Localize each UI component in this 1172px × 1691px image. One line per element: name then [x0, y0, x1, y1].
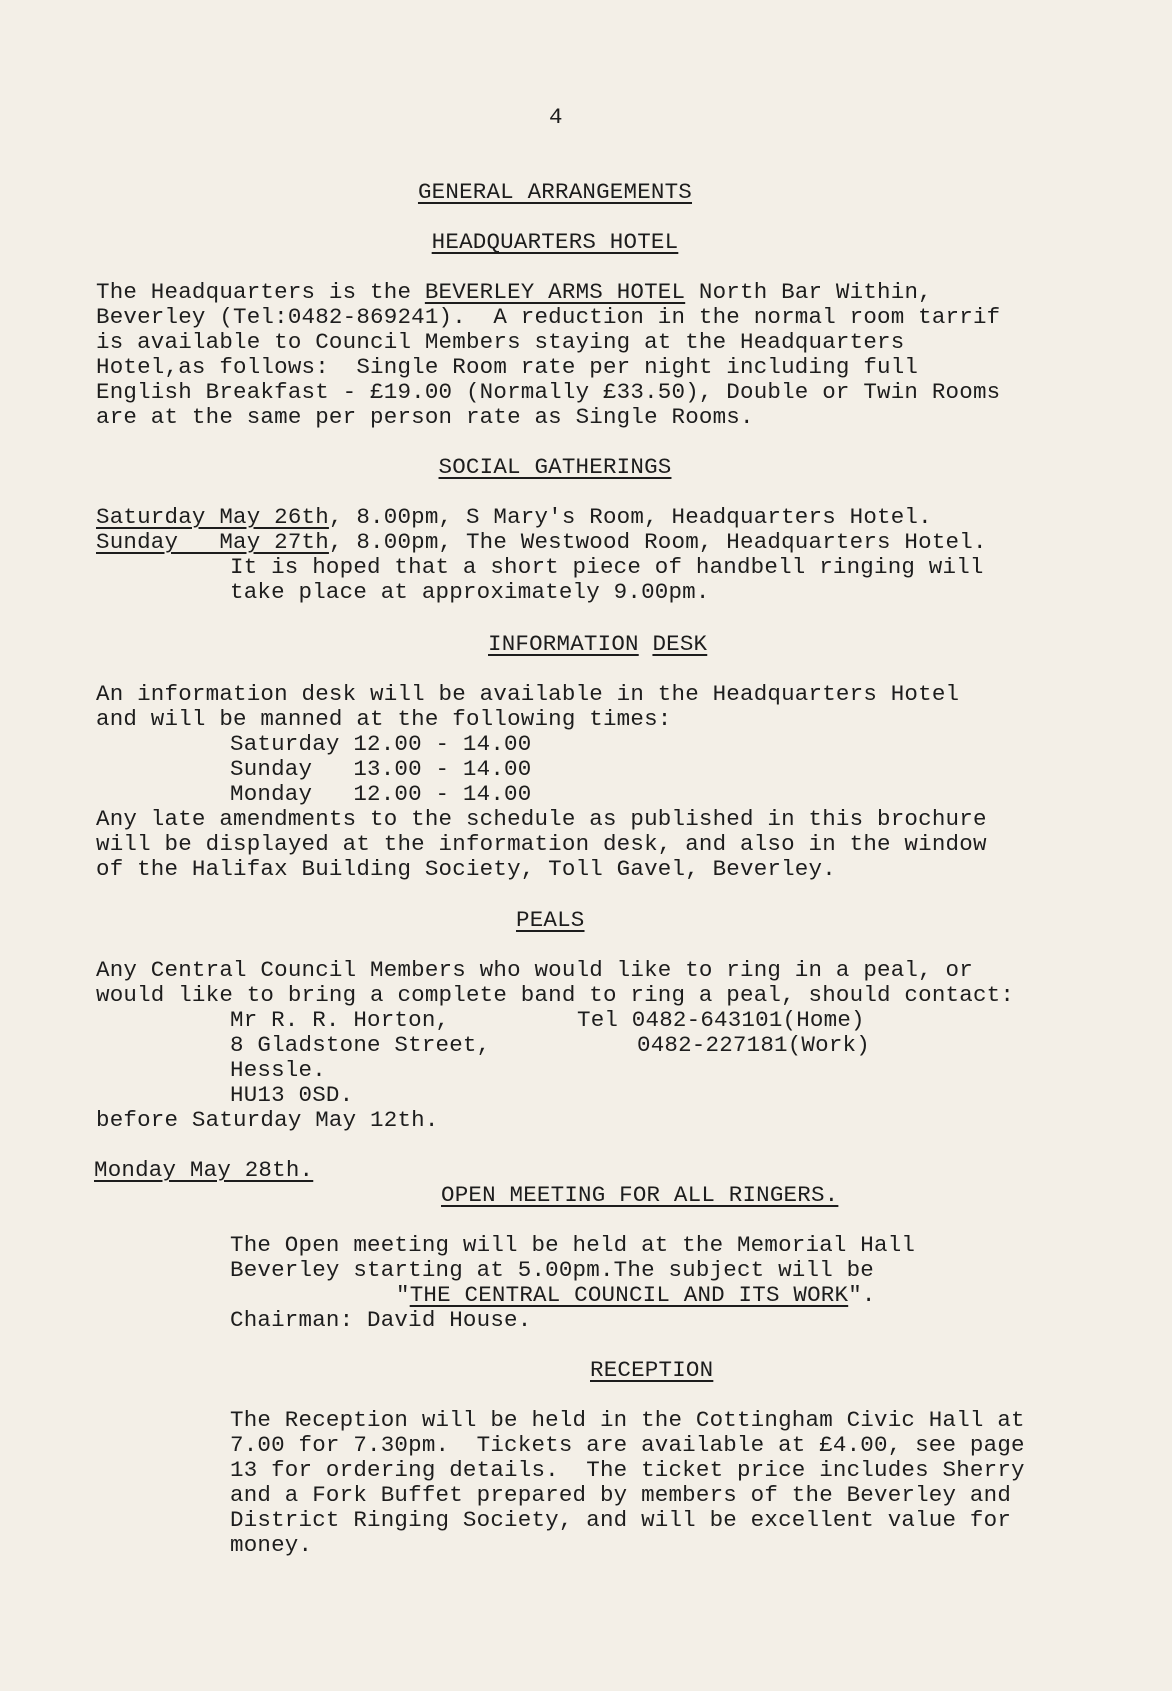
peals-tel-home: Tel 0482-643101(Home) [577, 1007, 865, 1033]
headquarters-heading: HEADQUARTERS HOTEL [431, 229, 679, 255]
info-time-sunday: Sunday 13.00 - 14.00 [230, 756, 532, 782]
peals-line-1: Any Central Council Members who would like to ring in a peal, or [96, 957, 973, 983]
peals-heading: PEALS [516, 907, 585, 933]
open-meeting-heading: OPEN MEETING FOR ALL RINGERS. [441, 1182, 839, 1208]
open-meeting-subject: "THE CENTRAL COUNCIL AND ITS WORK". [396, 1282, 876, 1308]
hq-line-4: Hotel,as follows: Single Room rate per night including full [96, 354, 919, 380]
info-line-1: An information desk will be available in the Headquarters Hotel [96, 681, 960, 707]
info-time-monday: Monday 12.00 - 14.00 [230, 781, 532, 807]
social-saturday: Saturday May 26th, 8.00pm, S Mary's Room, Headquarters Hotel. [96, 504, 932, 530]
info-line-3: Any late amendments to the schedule as published in this brochure [96, 806, 987, 832]
monday-date: Monday May 28th. [94, 1157, 314, 1183]
hq-line-3: is available to Council Members staying at the Headquarters [96, 329, 905, 355]
reception-line-5: District Ringing Society, and will be excellent value for [230, 1507, 1012, 1533]
open-meeting-line-1: The Open meeting will be held at the Memorial Hall [230, 1232, 916, 1258]
reception-line-1: The Reception will be held in the Cottingham Civic Hall at [230, 1407, 1025, 1433]
social-note-1: It is hoped that a short piece of handbell ringing will [230, 554, 984, 580]
peals-contact-postcode: HU13 0SD. [230, 1082, 354, 1108]
peals-deadline: before Saturday May 12th. [96, 1107, 439, 1133]
social-note-2: take place at approximately 9.00pm. [230, 579, 710, 605]
reception-line-6: money. [230, 1532, 313, 1558]
page-number: 4 [549, 104, 563, 130]
info-line-2: and will be manned at the following times: [96, 706, 672, 732]
peals-contact-name: Mr R. R. Horton, [230, 1007, 450, 1033]
peals-contact-street: 8 Gladstone Street, [230, 1032, 491, 1058]
social-sunday: Sunday May 27th, 8.00pm, The Westwood Room, Headquarters Hotel. [96, 529, 987, 555]
reception-heading: RECEPTION [590, 1357, 714, 1383]
reception-line-2: 7.00 for 7.30pm. Tickets are available at £4.00, see page [230, 1432, 1025, 1458]
open-meeting-line-2: Beverley starting at 5.00pm.The subject will be [230, 1257, 875, 1283]
info-heading: INFORMATION DESK [488, 631, 708, 657]
open-meeting-chairman: Chairman: David House. [230, 1307, 532, 1333]
peals-contact-town: Hessle. [230, 1057, 326, 1083]
info-time-saturday: Saturday 12.00 - 14.00 [230, 731, 532, 757]
peals-tel-work: 0482-227181(Work) [637, 1032, 870, 1058]
page-title: GENERAL ARRANGEMENTS [417, 179, 693, 205]
social-heading: SOCIAL GATHERINGS [438, 454, 672, 480]
peals-line-2: would like to bring a complete band to ring a peal, should contact: [96, 982, 1015, 1008]
hq-line-1: The Headquarters is the BEVERLEY ARMS HOTEL North Bar Within, [96, 279, 932, 305]
hq-line-6: are at the same per person rate as Single Rooms. [96, 404, 754, 430]
reception-line-4: and a Fork Buffet prepared by members of the Beverley and [230, 1482, 1012, 1508]
hq-line-2: Beverley (Tel:0482-869241). A reduction in the normal room tarrif [96, 304, 1001, 330]
hotel-name: BEVERLEY ARMS HOTEL [424, 279, 686, 305]
reception-line-3: 13 for ordering details. The ticket price includes Sherry [230, 1457, 1025, 1483]
info-line-4: will be displayed at the information desk, and also in the window [96, 831, 987, 857]
hq-line-5: English Breakfast - £19.00 (Normally £33.50), Double or Twin Rooms [96, 379, 1001, 405]
info-line-5: of the Halifax Building Society, Toll Gavel, Beverley. [96, 856, 836, 882]
